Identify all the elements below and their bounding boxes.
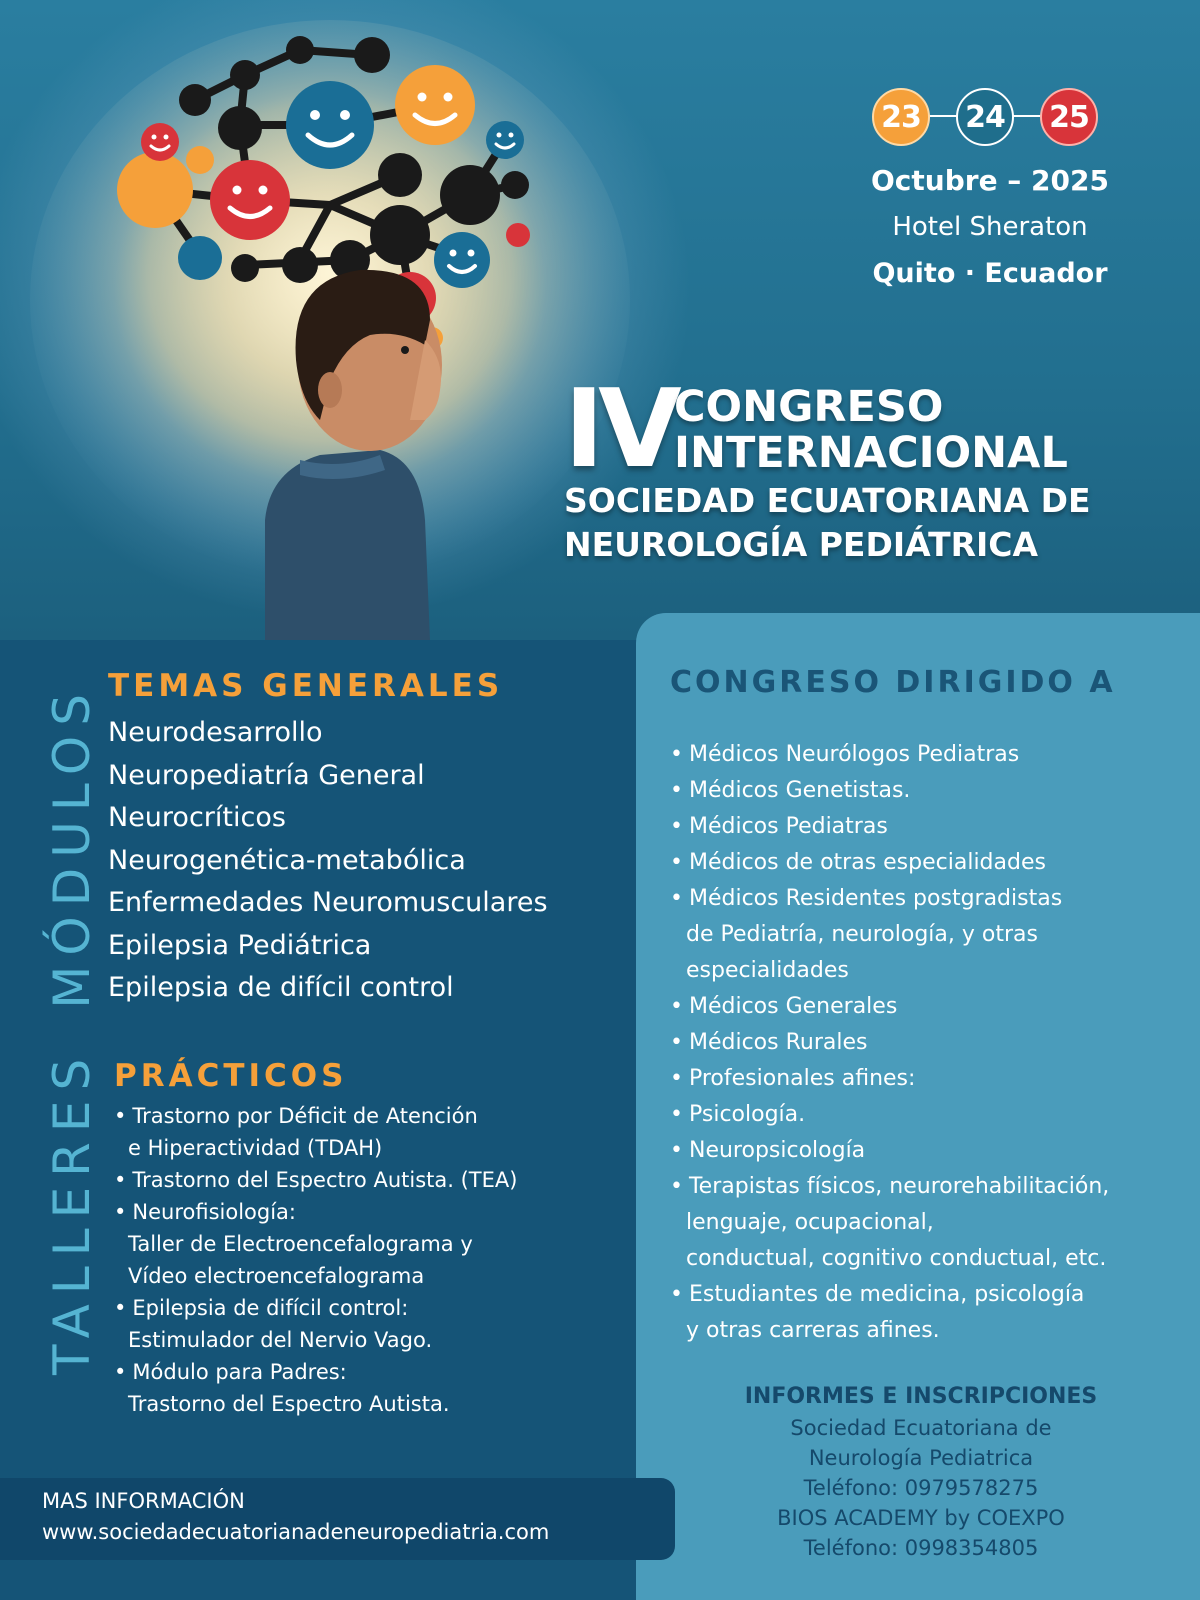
module-item: Neurodesarrollo (108, 717, 323, 748)
title-line-4: NEUROLOGÍA PEDIÁTRICA (564, 525, 1039, 564)
smiley-blue-medium-icon (434, 232, 490, 288)
workshop-subtitle: Taller de Electroencefalograma y (128, 1232, 473, 1256)
date-day-1: 23 (872, 88, 930, 146)
smiley-red-small-icon (141, 123, 179, 161)
module-item: Neurocríticos (108, 802, 286, 833)
audience-line: • Médicos Generales (670, 989, 1109, 1025)
event-venue: Hotel Sheraton (892, 212, 1088, 242)
event-city: Quito · Ecuador (872, 258, 1108, 289)
audience-line: • Terapistas físicos, neurorehabilitación, (670, 1169, 1109, 1205)
modules-list (108, 712, 548, 1010)
audience-line: conductual, cognitivo conductual, etc. (686, 1246, 1107, 1271)
audience-line: • Médicos Pediatras (670, 809, 1109, 845)
audience-item (670, 1025, 1109, 1061)
smiley-orange-icon (395, 65, 475, 145)
audience-item (670, 1061, 1109, 1097)
workshop-subtitle: Vídeo electroencefalograma (128, 1264, 425, 1288)
workshop-title: • Trastorno por Déficit de Atención (114, 1100, 517, 1132)
audience-line: especialidades (686, 958, 849, 983)
workshop-title: • Epilepsia de difícil control: (114, 1292, 517, 1324)
workshop-item (114, 1292, 517, 1356)
date-day-2: 24 (956, 88, 1014, 146)
title-roman-numeral: IV (564, 367, 676, 492)
contact-phone: Teléfono: 0998354805 (803, 1536, 1039, 1560)
workshops-list (114, 1100, 517, 1420)
audience-line: • Estudiantes de medicina, psicología (670, 1277, 1109, 1313)
hero-section (0, 0, 1200, 640)
contact-block (696, 1381, 1146, 1563)
audience-item (670, 1097, 1109, 1133)
workshop-subtitle: Trastorno del Espectro Autista. (128, 1392, 450, 1416)
audience-line: • Profesionales afines: (670, 1061, 1109, 1097)
audience-item (670, 1133, 1109, 1169)
audience-line: • Médicos de otras especialidades (670, 845, 1109, 881)
audience-item (670, 989, 1109, 1025)
more-info-bar (0, 1478, 675, 1560)
audience-list (670, 737, 1109, 1349)
website-link[interactable]: www.sociedadecuatorianadeneuropediatria.com (42, 1520, 550, 1544)
date-day-3: 25 (1040, 88, 1098, 146)
audience-item (670, 845, 1109, 881)
audience-item (670, 773, 1109, 809)
module-item: Epilepsia de difícil control (108, 972, 454, 1003)
audience-heading: CONGRESO DIRIGIDO A (670, 665, 1116, 700)
audience-item (670, 737, 1109, 773)
vertical-section-label (42, 684, 102, 1375)
audience-item (670, 809, 1109, 845)
module-item: Epilepsia Pediátrica (108, 929, 372, 961)
vertical-label-modulos: MÓDULOS (43, 683, 101, 1009)
smiley-blue-large-icon (286, 81, 374, 169)
contact-line: Neurología Pediatrica (808, 1446, 1034, 1470)
audience-item (670, 1277, 1109, 1349)
workshop-subtitle: Estimulador del Nervio Vago. (128, 1328, 433, 1352)
audience-line: • Médicos Rurales (670, 1025, 1109, 1061)
audience-line: • Neuropsicología (670, 1133, 1109, 1169)
event-month-year: Octubre – 2025 (871, 164, 1109, 197)
event-dates (860, 86, 1110, 146)
audience-item (670, 1169, 1109, 1277)
vertical-label-talleres: TALLERES (43, 1048, 101, 1375)
workshop-title: • Neurofisiología: (114, 1196, 517, 1228)
workshop-title: • Módulo para Padres: (114, 1356, 517, 1388)
workshop-title: • Trastorno del Espectro Autista. (TEA) (114, 1164, 517, 1196)
contact-phone: Teléfono: 0979578275 (803, 1476, 1039, 1500)
more-info-label: MAS INFORMACIÓN (42, 1489, 245, 1513)
workshop-item (114, 1196, 517, 1292)
left-panel (0, 640, 640, 1600)
audience-line: • Psicología. (670, 1097, 1109, 1133)
right-panel (636, 613, 1200, 1600)
audience-line: y otras carreras afines. (686, 1318, 940, 1343)
contact-heading: INFORMES E INSCRIPCIONES (744, 1384, 1098, 1409)
workshop-item (114, 1164, 517, 1196)
workshop-item (114, 1356, 517, 1420)
contact-line: Sociedad Ecuatoriana de (790, 1416, 1052, 1440)
contact-line: BIOS ACADEMY by COEXPO (777, 1506, 1065, 1530)
title-line-1: CONGRESO (674, 382, 944, 432)
workshop-subtitle: e Hiperactividad (TDAH) (128, 1136, 383, 1160)
audience-line: lenguaje, ocupacional, (686, 1210, 934, 1235)
smiley-blue-small-icon (486, 121, 524, 159)
audience-line: • Médicos Genetistas. (670, 773, 1109, 809)
title-line-2: INTERNACIONAL (674, 428, 1068, 478)
workshop-item (114, 1100, 517, 1164)
module-item: Neuropediatría General (108, 759, 425, 791)
audience-item (670, 881, 1109, 989)
modules-heading: TEMAS GENERALES (108, 668, 504, 704)
module-item: Neurogenética-metabólica (108, 844, 466, 876)
audience-line: de Pediatría, neurología, y otras (686, 922, 1038, 947)
audience-line: • Médicos Residentes postgradistas (670, 881, 1109, 917)
workshops-heading: PRÁCTICOS (114, 1058, 348, 1094)
title-line-3: SOCIEDAD ECUATORIANA DE (564, 481, 1091, 520)
event-info (840, 160, 1140, 296)
audience-line: • Médicos Neurólogos Pediatras (670, 737, 1109, 773)
module-item: Enfermedades Neuromusculares (108, 887, 548, 918)
smiley-red-large-icon (210, 160, 290, 240)
